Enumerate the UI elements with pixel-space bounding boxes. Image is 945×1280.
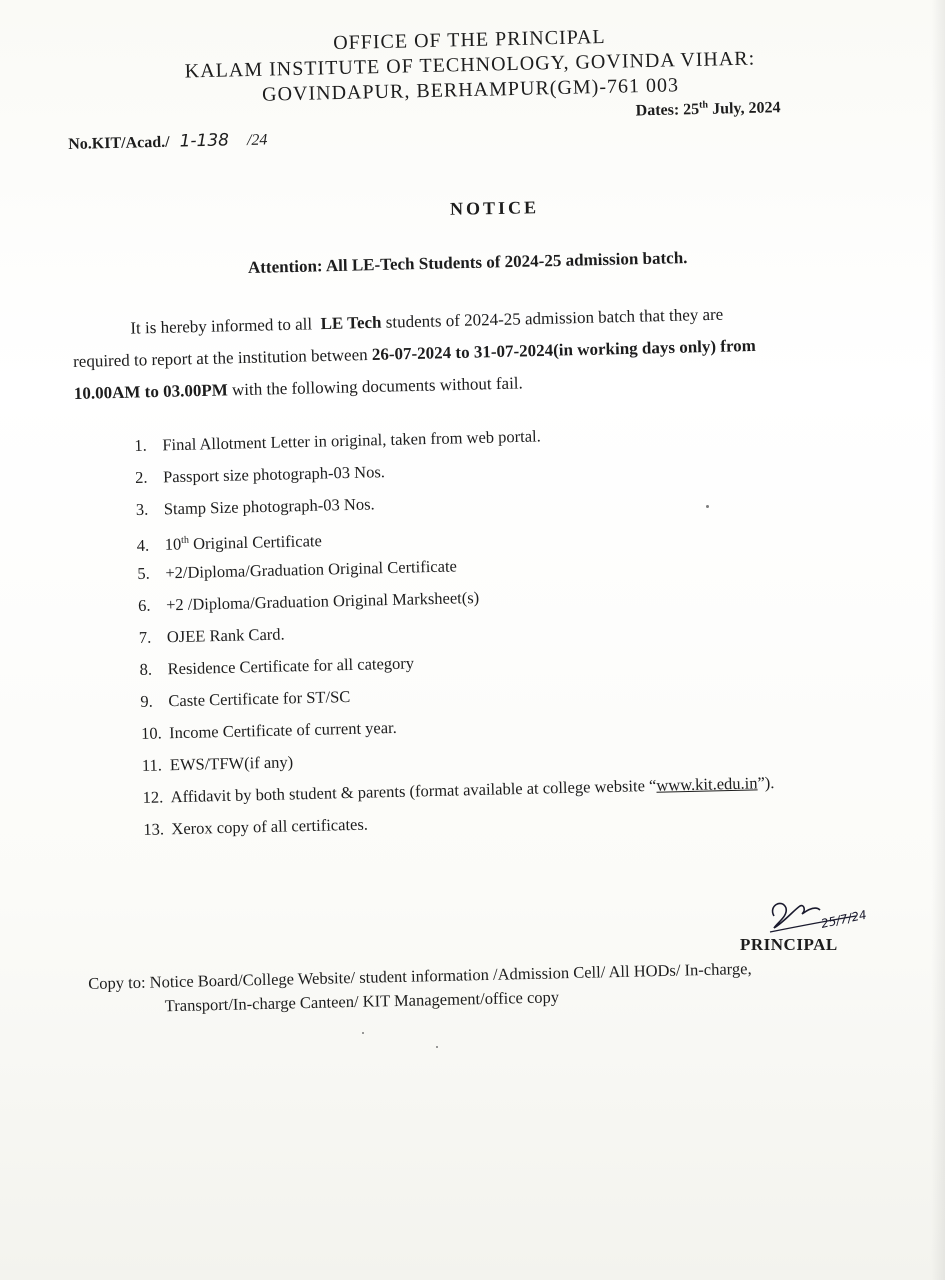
speck	[436, 1046, 438, 1048]
list-number: 9.	[140, 691, 153, 711]
list-number: 7.	[138, 627, 152, 647]
list-text: ”).	[757, 773, 775, 793]
list-number: 10.	[140, 723, 162, 743]
principal-title: PRINCIPAL	[740, 935, 838, 954]
body-text-bold: LE Tech	[320, 312, 382, 334]
list-text: +2 /Diploma/Graduation Original Marksheet(s)	[165, 587, 480, 615]
letterhead-address: GOVINDAPUR, BERHAMPUR(GM)-761 003	[261, 74, 680, 106]
college-website-link[interactable]: www.kit.edu.in	[656, 773, 758, 795]
letterhead	[119, 20, 821, 111]
list-number: 4.	[136, 535, 150, 555]
notice-title: NOTICE	[449, 197, 540, 219]
list-text: Affidavit by both student & parents (format available at college website “	[170, 775, 657, 807]
list-number: 2.	[134, 467, 148, 487]
list-text: Residence Certificate for all category	[167, 653, 415, 679]
list-superscript: th	[180, 534, 190, 546]
handwritten-reference: 1-138	[179, 130, 230, 152]
list-number: 12.	[142, 787, 164, 807]
page-edge-shadow	[931, 0, 945, 1280]
notice-body	[72, 295, 894, 410]
list-number: 5.	[137, 563, 150, 583]
list-number: 8.	[139, 659, 153, 679]
list-number: 6.	[137, 595, 151, 615]
reference-number	[68, 129, 268, 154]
body-text-bold: 10.00AM to 03.00PM	[73, 380, 228, 403]
reference-prefix: No.KIT/Acad./	[68, 133, 170, 153]
list-text: Income Certificate of current year.	[168, 717, 397, 743]
speck	[362, 1032, 364, 1034]
list-text: Passport size photograph-03 Nos.	[162, 462, 386, 487]
body-text: with the following documents without fail.	[227, 373, 524, 400]
attention-line: Attention: All LE-Tech Students of 2024-25 admission batch.	[247, 248, 688, 277]
copy-to-line-1: Copy to: Notice Board/College Website/ student information /Admission Cell/ All HODs/ In-charge,	[88, 958, 752, 993]
body-text: required to report at the institution between	[72, 344, 373, 371]
documents-list	[134, 412, 914, 846]
body-text-bold: 26-07-2024 to 31-07-2024(in working days only) from	[371, 335, 757, 364]
list-number: 11.	[141, 755, 163, 775]
signature-date: 25/7/24	[819, 907, 868, 931]
date-suffix: th	[698, 99, 709, 111]
list-text: Stamp Size photograph-03 Nos.	[163, 494, 375, 519]
list-text: 10	[164, 534, 182, 554]
notice-date	[635, 98, 780, 121]
list-number: 3.	[135, 499, 149, 519]
principal-signature	[760, 888, 870, 938]
list-number: 13.	[143, 819, 165, 839]
list-number: 1.	[134, 435, 147, 455]
date-label: Dates: 25	[635, 101, 700, 120]
letterhead-institute: KALAM INSTITUTE OF TECHNOLOGY, GOVINDA VIHAR:	[184, 47, 756, 83]
date-rest: July, 2024	[707, 99, 781, 118]
list-text: Final Allotment Letter in original, taken from web portal.	[162, 426, 541, 455]
list-text: EWS/TFW(if any)	[169, 752, 294, 775]
reference-year: /24	[246, 131, 268, 149]
list-text: Xerox copy of all certificates.	[171, 814, 369, 839]
list-text: Original Certificate	[188, 531, 323, 554]
body-text: It is hereby informed to all	[130, 314, 317, 338]
body-text: students of 2024-25 admission batch that they are	[381, 304, 724, 332]
speck	[706, 505, 709, 508]
copy-to	[88, 954, 899, 1020]
list-text: OJEE Rank Card.	[166, 624, 285, 647]
copy-to-line-2: Transport/In-charge Canteen/ KIT Management/office copy	[164, 987, 560, 1016]
letterhead-office: OFFICE OF THE PRINCIPAL	[332, 25, 606, 55]
list-text: +2/Diploma/Graduation Original Certificate	[165, 556, 458, 583]
list-text: Caste Certificate for ST/SC	[168, 686, 351, 711]
